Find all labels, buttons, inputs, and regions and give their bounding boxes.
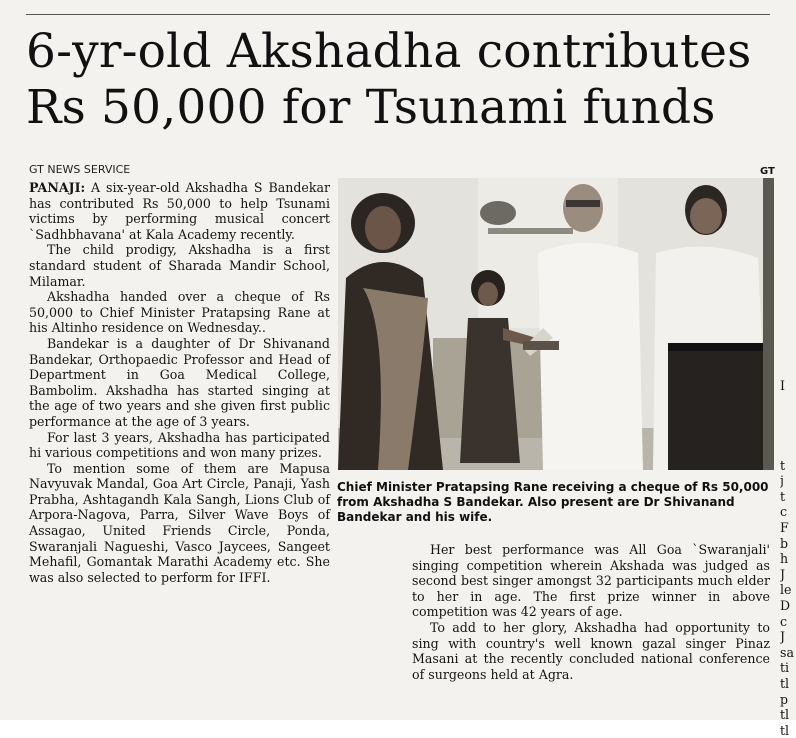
- byline: GT NEWS SERVICE: [29, 163, 131, 176]
- paragraph-2: The child prodigy, Akshadha is a first standard student of Sharada Mandir School, Milamar.: [29, 242, 330, 289]
- photo-caption: Chief Minister Pratapsing Rane receiving a cheque of Rs 50,000 from Akshadha S Bandekar. Also present are Dr Shivanand Bandekar and his wife.: [337, 480, 769, 524]
- paragraph-1: PANAJI: A six-year-old Akshadha S Bandekar has contributed Rs 50,000 to help Tsunami victims by performing musical concert `Sadhbhavana' at Kala Academy recently.: [29, 180, 330, 242]
- photo-credit: GT: [760, 166, 775, 177]
- headline: [26, 24, 776, 136]
- article-column-left: [29, 180, 330, 585]
- paragraph-3: Akshadha handed over a cheque of Rs 50,000 to Chief Minister Pratapsing Rane at his Altinho residence on Wednesday..: [29, 289, 330, 336]
- top-rule: [26, 14, 770, 15]
- paragraph-6: To mention some of them are Mapusa Navyuvak Mandal, Goa Art Circle, Panaji, Yash Prabha, Ashtagandh Kala Sangh, Lions Club of Arpora-Nagova, Parra, Silver Wave Boys of Assagao, United Friends Circle, Ponda, Swaranjali Nagueshi, Vasco Jaycees, Sangeet Mehafil, Gomantak Marathi Academy etc. She was also selected to perform for IFFI.: [29, 460, 330, 585]
- adjacent-article-fragment: I t j t c F b h J le D c J sa ti tl p tl tl: [780, 378, 794, 738]
- headline-line-1: 6-yr-old Akshadha contributes: [26, 24, 752, 79]
- headline-line-2: Rs 50,000 for Tsunami funds: [26, 80, 716, 135]
- dateline: PANAJI:: [29, 180, 86, 195]
- paragraph-7: Her best performance was All Goa `Swaranjali' singing competition wherein Akshada was judged as second best singer amongst 32 participants much elder to her in age. The first prize winner in above competition was 42 years of age.: [412, 542, 770, 620]
- news-photo: [338, 178, 774, 470]
- paragraph-5: For last 3 years, Akshadha has participated hi various competitions and won many prizes.: [29, 429, 330, 461]
- article-column-right: [412, 542, 770, 682]
- paragraph-8: To add to her glory, Akshadha had opportunity to sing with country's well known gazal singer Pinaz Masani at the recently concluded national conference of surgeons held at Agra.: [412, 619, 770, 682]
- paragraph-4: Bandekar is a daughter of Dr Shivanand Bandekar, Orthopaedic Professor and Head of Department in Goa Medical College, Bambolim. Akshadha has started singing at the age of two years and she given first public performance at the age of 3 years.: [29, 335, 330, 429]
- photo-illustration: [338, 178, 774, 470]
